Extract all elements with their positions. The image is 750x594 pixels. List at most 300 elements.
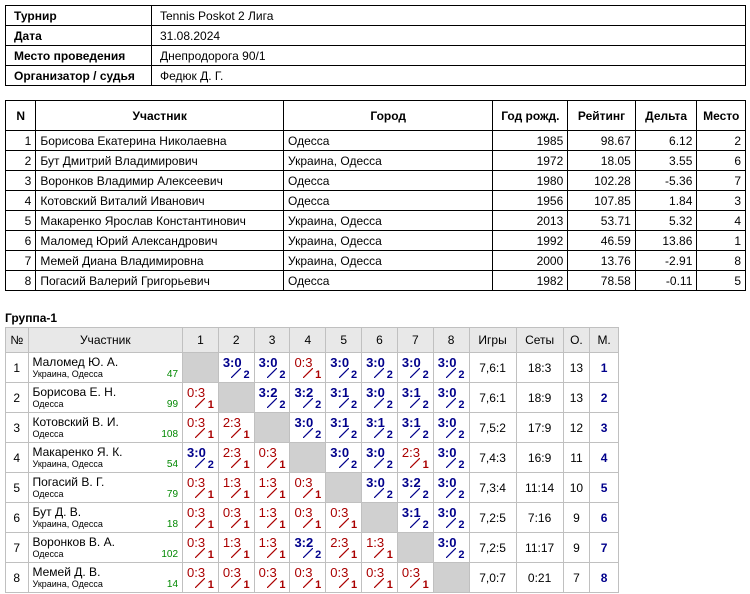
score-sets: 2:3 [222, 445, 241, 460]
grid-score-cell [397, 563, 433, 593]
score-sets: 3:1 [401, 385, 421, 400]
slash-icon [303, 518, 313, 528]
info-row [6, 66, 746, 86]
info-label: Турнир [6, 6, 152, 26]
players-cell: 46.59 [568, 231, 636, 251]
participant-rating: 14 [166, 578, 179, 590]
grid-diagonal-cell [290, 443, 326, 473]
slash-icon [339, 518, 349, 528]
score-sets: 2:3 [222, 415, 241, 430]
grid-place: 5 [590, 473, 619, 503]
grid-games: 7,5:2 [469, 413, 516, 443]
score-points: 2 [422, 429, 429, 441]
players-cell: 13.76 [568, 251, 636, 271]
score-points: 1 [243, 549, 250, 561]
participant-name: Маломед Ю. А. [32, 354, 119, 369]
slash-icon [195, 548, 205, 558]
score-points: 2 [350, 399, 358, 411]
slash-icon [231, 368, 241, 378]
grid-points: 10 [563, 473, 590, 503]
slash-icon [339, 578, 349, 588]
participant-rating: 79 [166, 488, 179, 500]
players-cell: 102.28 [568, 171, 636, 191]
info-value: Днепродорога 90/1 [152, 46, 746, 66]
grid-row [6, 353, 619, 383]
slash-icon [231, 428, 241, 438]
score-points: 1 [315, 579, 322, 591]
score [434, 503, 469, 532]
grid-score-cell [397, 383, 433, 413]
grid-header-cell: 8 [433, 328, 469, 353]
grid-score-cell [218, 353, 254, 383]
score-sets: 3:1 [330, 385, 350, 400]
score-sets: 3:0 [401, 355, 421, 370]
grid-sets: 18:9 [516, 383, 563, 413]
grid-score-cell [290, 533, 326, 563]
grid-score-cell [290, 503, 326, 533]
score-sets: 0:3 [258, 565, 277, 580]
grid-row [6, 443, 619, 473]
players-cell: Борисова Екатерина Николаевна [36, 131, 284, 151]
score [183, 473, 218, 502]
score [255, 563, 290, 592]
participant-city: Украина, Одесса [32, 458, 103, 469]
grid-score-cell [326, 353, 362, 383]
grid-score-cell [362, 353, 398, 383]
participant-sub [33, 489, 179, 500]
grid-score-cell [326, 383, 362, 413]
score-points: 2 [279, 399, 286, 411]
players-cell: 7 [697, 171, 746, 191]
score-points: 2 [386, 459, 393, 471]
score-points: 2 [350, 429, 358, 441]
grid-diagonal-cell [218, 383, 254, 413]
score [326, 563, 361, 592]
players-cell: Одесса [284, 271, 493, 291]
score [326, 383, 361, 412]
score-sets: 1:3 [258, 505, 277, 520]
score-points: 1 [207, 399, 214, 411]
score [398, 563, 433, 592]
score [219, 353, 254, 382]
score-sets: 3:2 [294, 535, 314, 550]
slash-icon [410, 578, 420, 588]
score-points: 1 [315, 369, 322, 381]
players-cell: 3 [6, 171, 36, 191]
slash-icon [374, 428, 384, 438]
players-cell: Одесса [284, 131, 493, 151]
slash-icon [374, 548, 384, 558]
score-sets: 0:3 [187, 415, 206, 430]
participant-city: Одесса [32, 488, 64, 499]
players-cell: 6 [6, 231, 36, 251]
grid-points: 11 [563, 443, 590, 473]
players-cell: 1985 [493, 131, 568, 151]
grid-score-cell [433, 353, 469, 383]
players-cell: 6 [697, 151, 746, 171]
players-header-cell: Место [697, 101, 746, 131]
slash-icon [267, 488, 277, 498]
score-points: 2 [386, 399, 393, 411]
grid-place: 4 [590, 443, 619, 473]
score-points: 2 [458, 459, 465, 471]
score-sets: 0:3 [187, 535, 206, 550]
grid-header-cell: 4 [290, 328, 326, 353]
players-header-cell: Дельта [635, 101, 697, 131]
score-points: 1 [422, 579, 429, 591]
grid-games: 7,0:7 [469, 563, 516, 593]
grid-sets: 7:16 [516, 503, 563, 533]
grid-score-cell [183, 383, 219, 413]
score [434, 383, 469, 412]
score-sets: 3:2 [258, 385, 278, 400]
players-cell: Котовский Виталий Иванович [36, 191, 284, 211]
players-cell: 3 [697, 191, 746, 211]
grid-diagonal-cell [326, 473, 362, 503]
score [219, 503, 254, 532]
grid-score-cell [433, 413, 469, 443]
players-cell: -2.91 [635, 251, 697, 271]
score [255, 473, 290, 502]
grid-header-cell: 6 [362, 328, 398, 353]
score-points: 1 [350, 579, 358, 591]
players-cell: 53.71 [568, 211, 636, 231]
score [362, 563, 397, 592]
score [362, 533, 397, 562]
grid-score-cell [183, 563, 219, 593]
players-header-cell: N [6, 101, 36, 131]
score [398, 503, 433, 532]
grid-score-cell [290, 473, 326, 503]
score [326, 413, 361, 442]
slash-icon [231, 578, 241, 588]
grid-score-cell [326, 563, 362, 593]
tournament-info-table [5, 5, 746, 86]
score [290, 533, 325, 562]
grid-header-cell: Участник [28, 328, 183, 353]
score-sets: 0:3 [330, 565, 349, 580]
score-points: 2 [422, 489, 429, 501]
score [290, 383, 325, 412]
table-row [6, 271, 746, 291]
grid-points: 9 [563, 503, 590, 533]
score-sets: 3:0 [437, 415, 457, 430]
slash-icon [303, 578, 313, 588]
score [183, 443, 218, 472]
score-sets: 2:3 [401, 445, 420, 460]
score-points: 1 [279, 519, 286, 531]
score-points: 2 [315, 549, 322, 561]
score-points: 1 [243, 519, 250, 531]
players-cell: 1980 [493, 171, 568, 191]
grid-score-cell [397, 503, 433, 533]
slash-icon [446, 458, 456, 468]
score-sets: 0:3 [330, 505, 349, 520]
slash-icon [410, 518, 420, 528]
score-points: 2 [243, 369, 250, 381]
score [326, 533, 361, 562]
score-sets: 1:3 [258, 535, 277, 550]
players-cell: 4 [697, 211, 746, 231]
slash-icon [446, 428, 456, 438]
grid-header-cell: Сеты [516, 328, 563, 353]
score-sets: 0:3 [401, 565, 420, 580]
players-cell: 1 [697, 231, 746, 251]
grid-participant [28, 383, 183, 413]
players-header-cell: Год рожд. [493, 101, 568, 131]
grid-row-number: 6 [6, 503, 29, 533]
score-points: 2 [458, 429, 465, 441]
grid-score-cell [290, 413, 326, 443]
grid-row [6, 503, 619, 533]
score [255, 503, 290, 532]
score [255, 533, 290, 562]
participant-name: Борисова Е. Н. [32, 384, 117, 399]
grid-score-cell [218, 563, 254, 593]
score [290, 353, 325, 382]
grid-participant [28, 353, 183, 383]
players-cell: 2013 [493, 211, 568, 231]
players-cell: 1982 [493, 271, 568, 291]
slash-icon [446, 368, 456, 378]
score [398, 413, 433, 442]
participant-rating: 108 [161, 428, 179, 440]
score [255, 443, 290, 472]
grid-score-cell [326, 443, 362, 473]
grid-score-cell [326, 413, 362, 443]
slash-icon [410, 398, 420, 408]
participant-city: Украина, Одесса [32, 518, 103, 529]
grid-sets: 16:9 [516, 443, 563, 473]
grid-header-cell: 5 [326, 328, 362, 353]
players-cell: Погасий Валерий Григорьевич [36, 271, 284, 291]
slash-icon [374, 368, 384, 378]
score [398, 443, 433, 472]
grid-header-cell: 3 [254, 328, 290, 353]
players-cell: 7 [6, 251, 36, 271]
score [398, 353, 433, 382]
slash-icon [374, 578, 384, 588]
slash-icon [231, 488, 241, 498]
slash-icon [303, 428, 313, 438]
score-points: 2 [422, 369, 429, 381]
participant-sub [33, 459, 179, 470]
players-header-cell: Участник [36, 101, 284, 131]
slash-icon [195, 428, 205, 438]
score-points: 1 [207, 489, 214, 501]
grid-place: 6 [590, 503, 619, 533]
participant-rating: 54 [166, 458, 179, 470]
slash-icon [374, 488, 384, 498]
grid-games: 7,6:1 [469, 383, 516, 413]
players-cell: 2000 [493, 251, 568, 271]
grid-score-cell [362, 413, 398, 443]
score-points: 2 [386, 369, 393, 381]
grid-place: 2 [590, 383, 619, 413]
score-sets: 3:0 [187, 445, 206, 460]
grid-score-cell [254, 353, 290, 383]
score-sets: 1:3 [222, 535, 241, 550]
grid-score-cell [397, 413, 433, 443]
slash-icon [410, 458, 420, 468]
score-points: 1 [207, 549, 214, 561]
slash-icon [267, 458, 277, 468]
score-points: 2 [458, 399, 465, 411]
score-sets: 3:0 [330, 445, 350, 460]
grid-header-cell: М. [590, 328, 619, 353]
score-sets: 0:3 [294, 355, 313, 370]
info-row [6, 26, 746, 46]
players-cell: 1 [6, 131, 36, 151]
score-sets: 0:3 [187, 475, 206, 490]
grid-header-cell: О. [563, 328, 590, 353]
score [183, 413, 218, 442]
grid-score-cell [183, 473, 219, 503]
grid-row [6, 533, 619, 563]
score [362, 473, 397, 502]
grid-diagonal-cell [362, 503, 398, 533]
participant-name: Бут Д. В. [32, 504, 82, 519]
grid-row-number: 2 [6, 383, 29, 413]
grid-diagonal-cell [433, 563, 469, 593]
slash-icon [195, 398, 205, 408]
grid-header-cell: Игры [469, 328, 516, 353]
grid-games: 7,2:5 [469, 503, 516, 533]
info-label: Организатор / судья [6, 66, 152, 86]
players-cell: Украина, Одесса [284, 151, 493, 171]
score-points: 2 [458, 489, 465, 501]
grid-participant [28, 443, 183, 473]
grid-header-cell: 7 [397, 328, 433, 353]
score [398, 473, 433, 502]
slash-icon [303, 548, 313, 558]
players-cell: 8 [697, 251, 746, 271]
grid-score-cell [397, 473, 433, 503]
slash-icon [267, 518, 277, 528]
grid-row-number: 8 [6, 563, 29, 593]
score-points: 2 [458, 369, 465, 381]
grid-score-cell [218, 473, 254, 503]
grid-points: 13 [563, 353, 590, 383]
grid-points: 9 [563, 533, 590, 563]
score-points: 1 [386, 549, 393, 561]
grid-place: 8 [590, 563, 619, 593]
score-sets: 1:3 [222, 475, 241, 490]
score-sets: 0:3 [187, 565, 206, 580]
grid-row-number: 1 [6, 353, 29, 383]
players-table [5, 100, 746, 291]
grid-score-cell [433, 503, 469, 533]
score [434, 413, 469, 442]
grid-score-cell [397, 443, 433, 473]
score-sets: 3:0 [330, 355, 350, 370]
score [219, 443, 254, 472]
score-points: 1 [279, 579, 286, 591]
grid-diagonal-cell [397, 533, 433, 563]
score-sets: 3:1 [330, 415, 350, 430]
grid-score-cell [218, 503, 254, 533]
score-sets: 0:3 [294, 505, 313, 520]
score-points: 1 [386, 579, 393, 591]
grid-sets: 11:14 [516, 473, 563, 503]
grid-score-cell [433, 443, 469, 473]
score-points: 1 [279, 489, 286, 501]
players-cell: 78.58 [568, 271, 636, 291]
grid-points: 13 [563, 383, 590, 413]
score [290, 473, 325, 502]
participant-name: Котовский В. И. [32, 414, 119, 429]
slash-icon [231, 518, 241, 528]
grid-score-cell [362, 383, 398, 413]
score-sets: 0:3 [222, 505, 241, 520]
score-points: 2 [386, 489, 393, 501]
grid-score-cell [326, 503, 362, 533]
score-points: 1 [315, 489, 322, 501]
score [362, 383, 397, 412]
score [219, 533, 254, 562]
participant-rating: 47 [166, 368, 179, 380]
grid-score-cell [218, 443, 254, 473]
score-points: 1 [315, 519, 322, 531]
players-cell: 18.05 [568, 151, 636, 171]
info-value: 31.08.2024 [152, 26, 746, 46]
participant-city: Украина, Одесса [32, 368, 103, 379]
participant-city: Одесса [32, 428, 64, 439]
slash-icon [195, 518, 205, 528]
score [362, 353, 397, 382]
players-cell: -5.36 [635, 171, 697, 191]
players-cell: 1992 [493, 231, 568, 251]
grid-score-cell [290, 353, 326, 383]
participant-name: Погасий В. Г. [32, 474, 105, 489]
score-points: 1 [243, 579, 250, 591]
score-sets: 3:0 [437, 535, 457, 550]
slash-icon [303, 368, 313, 378]
grid-score-cell [254, 533, 290, 563]
score-points: 2 [315, 399, 322, 411]
grid-row-number: 3 [6, 413, 29, 443]
players-cell: 1956 [493, 191, 568, 211]
score [362, 443, 397, 472]
score [219, 413, 254, 442]
grid-score-cell [183, 413, 219, 443]
slash-icon [339, 428, 349, 438]
grid-row [6, 413, 619, 443]
slash-icon [446, 518, 456, 528]
score-points: 2 [422, 399, 429, 411]
participant-sub [33, 399, 179, 410]
score [183, 503, 218, 532]
participant-name: Мемей Д. В. [32, 564, 101, 579]
players-cell: 4 [6, 191, 36, 211]
grid-sets: 11:17 [516, 533, 563, 563]
slash-icon [339, 548, 349, 558]
slash-icon [446, 398, 456, 408]
participant-city: Одесса [32, 398, 64, 409]
participant-city: Украина, Одесса [32, 578, 103, 589]
score [290, 503, 325, 532]
score-points: 2 [422, 519, 429, 531]
slash-icon [339, 398, 349, 408]
grid-score-cell [290, 383, 326, 413]
players-cell: Воронков Владимир Алексеевич [36, 171, 284, 191]
players-cell: 2 [6, 151, 36, 171]
score-sets: 3:0 [258, 355, 278, 370]
table-row [6, 191, 746, 211]
participant-sub [33, 429, 179, 440]
grid-score-cell [362, 563, 398, 593]
participant-name: Макаренко Я. К. [32, 444, 123, 459]
